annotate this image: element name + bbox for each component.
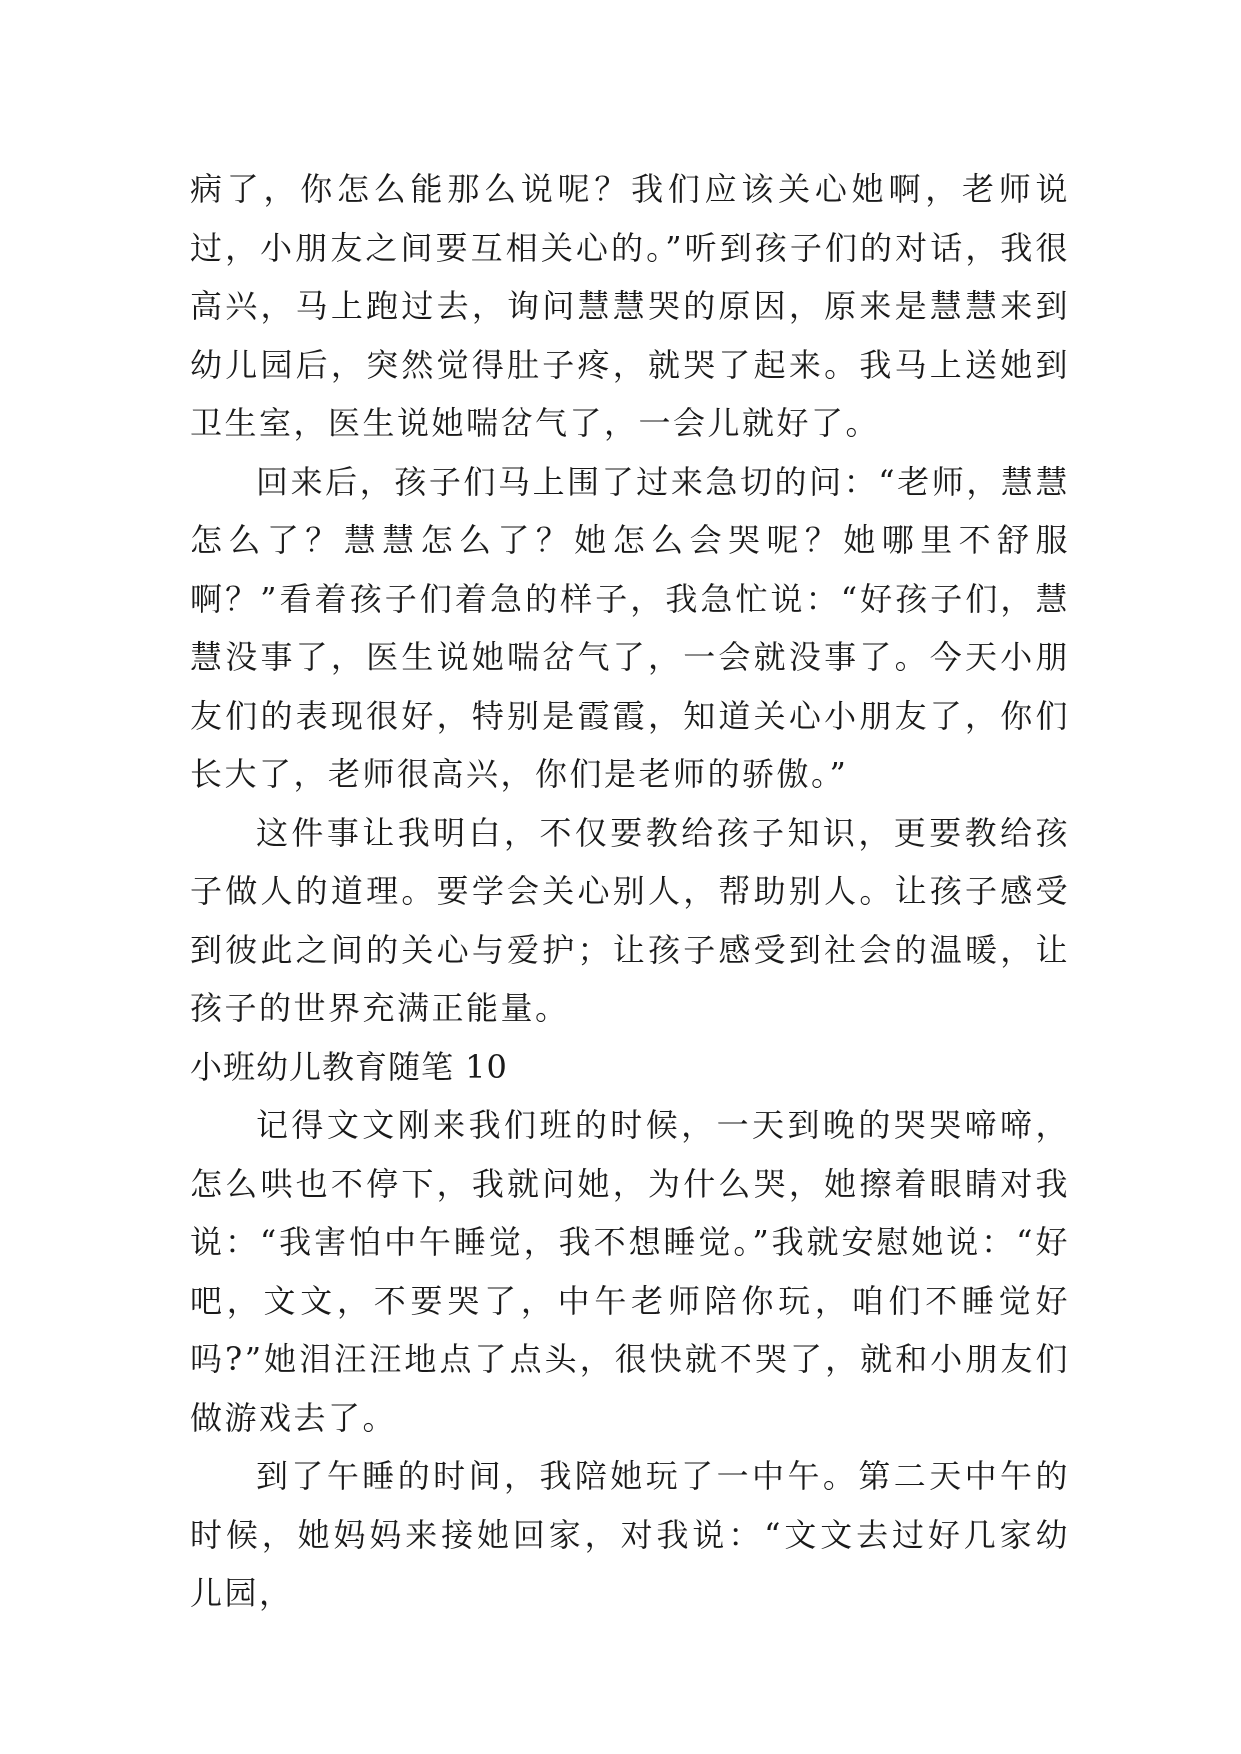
paragraph-continuation: 病了，你怎么能那么说呢？我们应该关心她啊，老师说过，小朋友之间要互相关心的。”听到孩子们的对话，我很高兴，马上跑过去，询问慧慧哭的原因，原来是慧慧来到幼儿园后，突然觉得肚子疼，就哭了起来。我马上送她到卫生室，医生说她喘岔气了，一会儿就好了。 <box>190 170 1070 442</box>
document-body <box>190 160 1070 1623</box>
paragraph: 回来后，孩子们马上围了过来急切的问：“老师，慧慧怎么了？慧慧怎么了？她怎么会哭呢？她哪里不舒服啊？”看着孩子们着急的样子，我急忙说：“好孩子们，慧慧没事了，医生说她喘岔气了，一会就没事了。今天小朋友们的表现很好，特别是霞霞，知道关心小朋友了，你们长大了，老师很高兴，你们是老师的骄傲。” <box>190 462 1070 793</box>
paragraph: 记得文文刚来我们班的时候，一天到晚的哭哭啼啼，怎么哄也不停下，我就问她，为什么哭，她擦着眼睛对我说：“我害怕中午睡觉，我不想睡觉。”我就安慰她说：“好吧，文文，不要哭了，中午老师陪你玩，咱们不睡觉好吗?”她泪汪汪地点了点头，很快就不哭了，就和小朋友们做游戏去了。 <box>190 1106 1070 1437</box>
paragraph: 到了午睡的时间，我陪她玩了一中午。第二天中午的时候，她妈妈来接她回家，对我说：“文文去过好几家幼儿园， <box>190 1457 1070 1612</box>
paragraph: 这件事让我明白，不仅要教给孩子知识，更要教给孩子做人的道理。要学会关心别人，帮助别人。让孩子感受到彼此之间的关心与爱护；让孩子感受到社会的温暖，让孩子的世界充满正能量。 <box>190 813 1070 1027</box>
section-title: 小班幼儿教育随笔 10 <box>190 1047 508 1086</box>
